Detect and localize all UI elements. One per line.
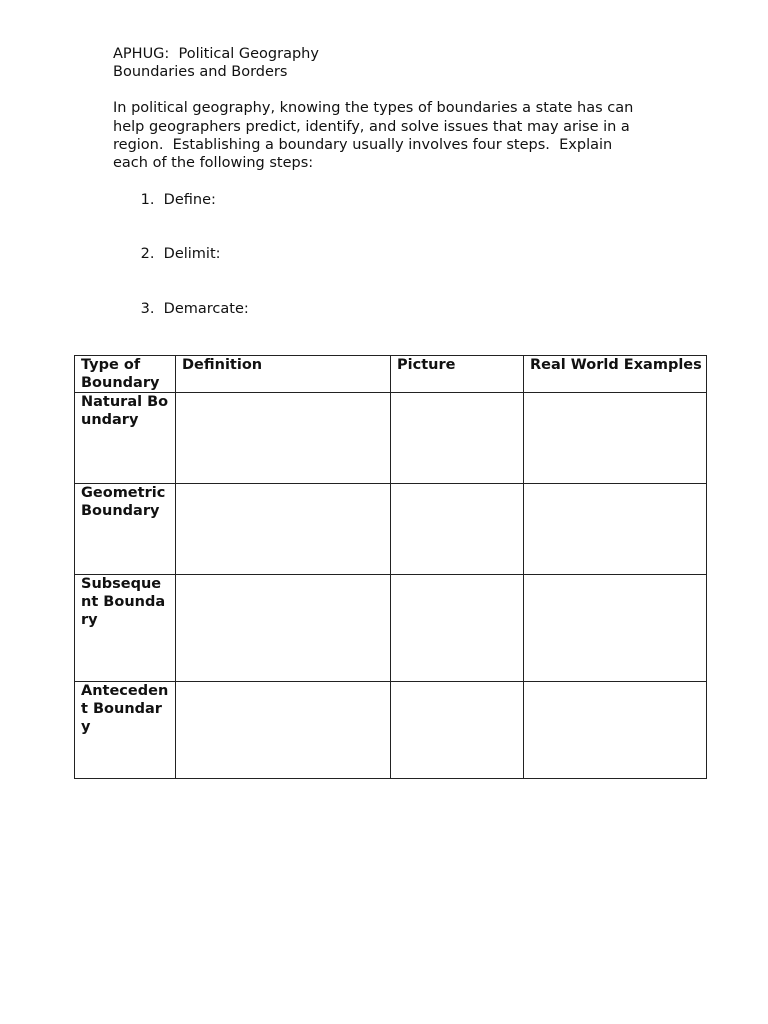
step-label: Demarcate:	[163, 301, 249, 317]
step-delimit	[113, 227, 221, 281]
definition-cell[interactable]	[176, 484, 391, 575]
examples-cell[interactable]	[524, 484, 707, 575]
boundary-types-table	[74, 355, 707, 779]
table-row	[75, 393, 707, 484]
picture-cell[interactable]	[391, 682, 524, 779]
step-number: 2.	[140, 246, 155, 262]
intro-line: each of the following steps:	[113, 155, 314, 172]
boundary-type-cell: Geometric Boundary	[75, 484, 176, 575]
examples-cell[interactable]	[524, 575, 707, 682]
header-real-world-examples: Real World Examples	[524, 356, 707, 393]
step-number: 3.	[140, 301, 155, 317]
intro-line: help geographers predict, identify, and solve issues that may arise in a	[113, 118, 630, 135]
boundary-type-cell: Subsequent Boundary	[75, 575, 176, 682]
page-title: APHUG: Political Geography	[113, 46, 319, 62]
table-row	[75, 575, 707, 682]
page-subtitle: Boundaries and Borders	[113, 64, 288, 81]
worksheet-text	[113, 45, 673, 172]
examples-cell[interactable]	[524, 393, 707, 484]
table-header-row	[75, 356, 707, 393]
picture-cell[interactable]	[391, 575, 524, 682]
header-type-of-boundary: Type of Boundary	[75, 356, 176, 393]
step-number: 1.	[140, 192, 155, 208]
examples-cell[interactable]	[524, 682, 707, 779]
definition-cell[interactable]	[176, 682, 391, 779]
header-picture: Picture	[391, 356, 524, 393]
boundary-type-cell: Antecedent Boundary	[75, 682, 176, 779]
boundary-type-cell: Natural Boundary	[75, 393, 176, 484]
step-define	[113, 173, 216, 227]
definition-cell[interactable]	[176, 393, 391, 484]
header-definition: Definition	[176, 356, 391, 393]
step-label: Define:	[163, 192, 216, 208]
table-row	[75, 682, 707, 779]
picture-cell[interactable]	[391, 484, 524, 575]
picture-cell[interactable]	[391, 393, 524, 484]
step-label: Delimit:	[163, 246, 221, 262]
intro-line: region. Establishing a boundary usually involves four steps. Explain	[113, 136, 613, 153]
intro-paragraph	[113, 99, 673, 172]
intro-line: In political geography, knowing the types of boundaries a state has can	[113, 100, 634, 117]
definition-cell[interactable]	[176, 575, 391, 682]
step-demarcate	[113, 282, 249, 336]
table-row	[75, 484, 707, 575]
